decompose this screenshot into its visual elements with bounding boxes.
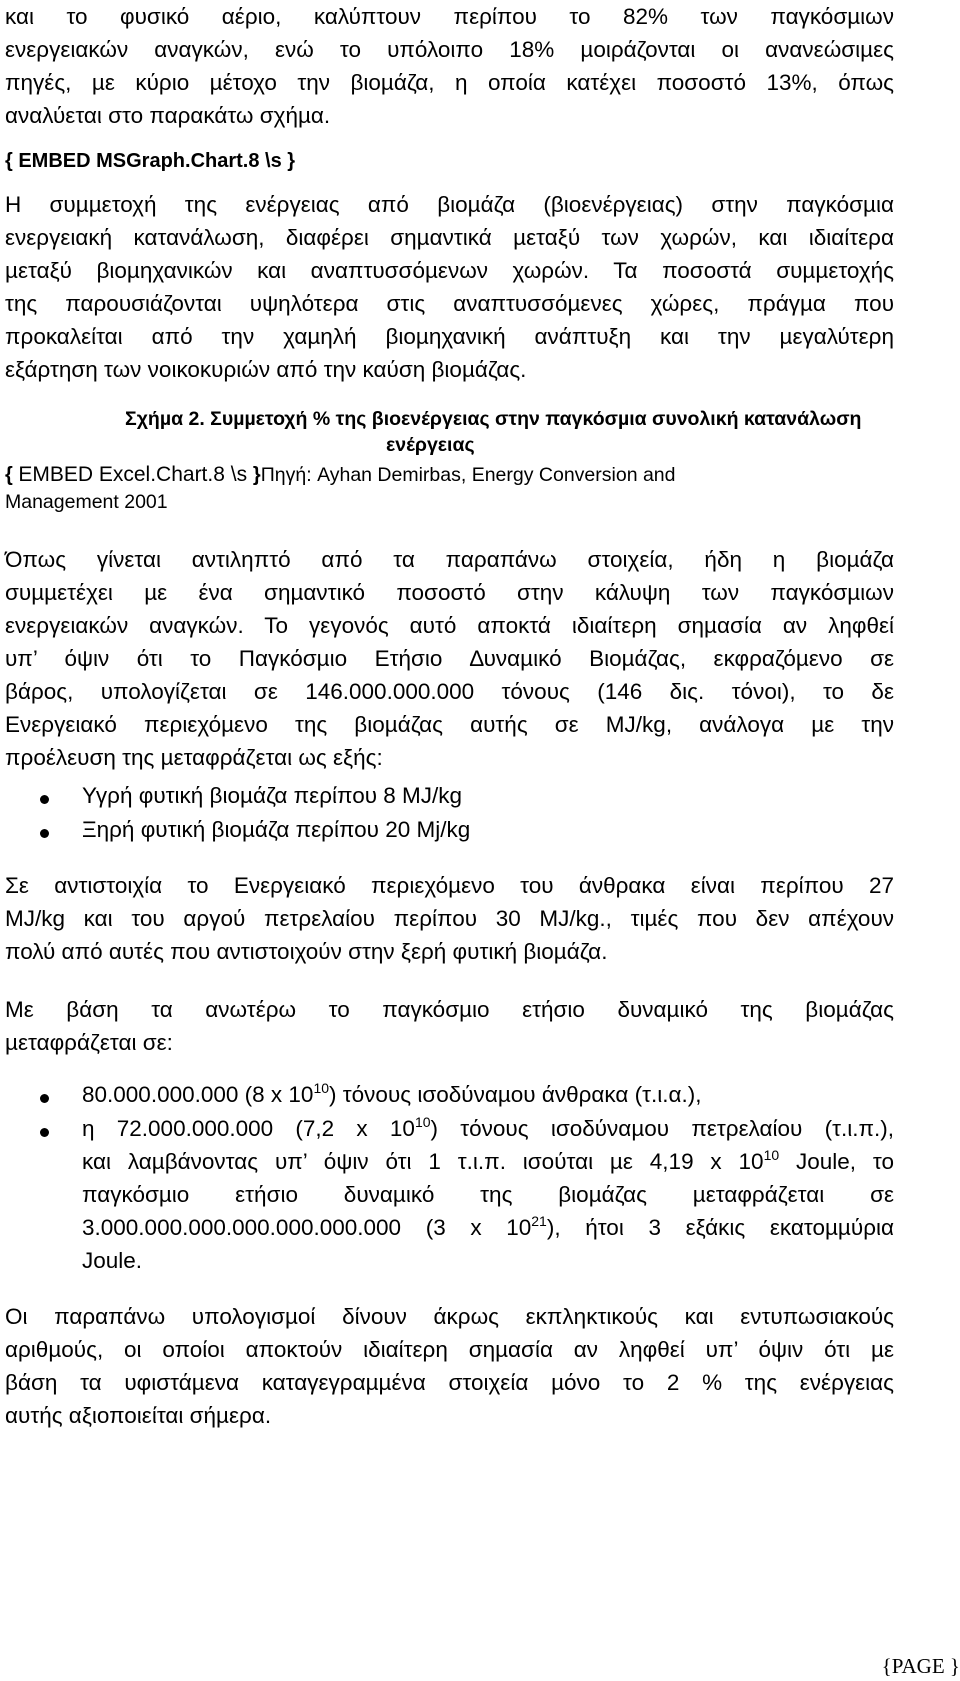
paragraph-2-line: εξάρτηση των νοικοκυριών από την καύση βιοµάζας. [5, 357, 527, 382]
paragraph-3-line: υπ’ όψιν ότι το Παγκόσµιο Ετήσιο ∆υναµικό Βιοµάζας, εκφραζόµενο σε [5, 646, 894, 671]
value-text: 3.000.000.000.000.000.000.000 (3 x 10 [82, 1215, 532, 1240]
page-number-field: {PAGE } [881, 1654, 960, 1678]
bullet-icon [40, 1128, 49, 1137]
embed-field-excel-line [5, 461, 676, 489]
paragraph-3-line: ενεργειακών αναγκών. Το γεγονός αυτό αποκτά ιδιαίτερη σηµασία αν ληφθεί [5, 613, 894, 638]
chart-source: Πηγή: Ayhan Demirbas, Energy Conversion and [260, 464, 676, 486]
list-item-cont: Joule. [82, 1248, 143, 1273]
paragraph-3-line: βάρος, υπολογίζεται σε 146.000.000.000 τόνους (146 δις. τόνοι), το δε [5, 679, 894, 704]
paragraph-intro-line: και το φυσικό αέριο, καλύπτουν περίπου το 82% των παγκόσµιων [5, 4, 894, 29]
list-item-cont: παγκόσµιο ετήσιο δυναµικό της βιοµάζας µεταφράζεται σε [82, 1182, 894, 1207]
figure-caption: Σχήµα 2. Συµµετοχή % της βιοενέργειας στην παγκόσµια συνολική κατανάλωση [125, 408, 862, 430]
bullet-icon [40, 1094, 49, 1103]
embed-field-excel-code: EMBED Excel.Chart.8 \s [18, 463, 253, 486]
list-item-cont [82, 1215, 894, 1243]
paragraph-2-line: προκαλείται από την χαµηλή βιοµηχανική ανάπτυξη και την µεγαλύτερη [5, 324, 894, 349]
value-text: Joule, το [779, 1149, 894, 1174]
paragraph-3-line: συµµετέχει µε ένα σηµαντικό ποσοστό στην κάλυψη των παγκόσµιων [5, 580, 894, 605]
embed-field-open-brace: { [5, 464, 19, 486]
list-item-coal-equivalent [82, 1082, 702, 1110]
bullet-icon [40, 829, 49, 838]
value-text: 80.000.000.000 (8 x 10 [82, 1082, 314, 1107]
value-text: και λαµβάνοντας υπ’ όψιν ότι 1 τ.ι.π. ισούται µε 4,19 x 10 [82, 1149, 764, 1174]
paragraph-5-line: µεταφράζεται σε: [5, 1030, 173, 1055]
paragraph-6-line: αριθµούς, οι οποίοι αποκτούν ιδιαίτερη σηµασία αν ληφθεί υπ’ όψιν ότι µε [5, 1337, 894, 1362]
paragraph-2-line: ενεργειακή κατανάλωση, διαφέρει σηµαντικά µεταξύ των χωρών, και ιδιαίτερα [5, 225, 894, 250]
paragraph-6-line: Οι παραπάνω υπολογισµοί δίνουν άκρως εκπληκτικούς και εντυπωσιακούς [5, 1304, 894, 1329]
list-item: Ξηρή φυτική βιοµάζα περίπου 20 Mj/kg [82, 817, 471, 842]
paragraph-3-line: Ενεργειακό περιεχόµενο της βιοµάζας αυτής σε MJ/kg, ανάλογα µε την [5, 712, 894, 737]
chart-source-cont: Management 2001 [5, 491, 168, 513]
figure-caption-cont: ενέργειας [386, 434, 475, 456]
value-text: ) τόνους ισοδύναµου άνθρακα (τ.ι.α.), [329, 1082, 702, 1107]
exponent: 10 [414, 1114, 431, 1130]
paragraph-2-line: µεταξύ βιοµηχανικών και αναπτυσσόµενων χωρών. Τα ποσοστά συµµετοχής [5, 258, 894, 283]
paragraph-intro-line: ενεργειακών αναγκών, ενώ το υπόλοιπο 18% µοιράζονται οι ανανεώσιµες [5, 37, 894, 62]
paragraph-3-line: προέλευση της µεταφράζεται ως εξής: [5, 745, 383, 770]
embed-field-close-brace: } [252, 464, 261, 486]
paragraph-4-line: MJ/kg και του αργού πετρελαίου περίπου 30 MJ/kg., τιµές που δεν απέχουν [5, 906, 894, 931]
value-text: ), ήτοι 3 εξάκις εκατοµµύρια [546, 1215, 894, 1240]
paragraph-2-line: της παρουσιάζονται υψηλότερα στις αναπτυσσόµενες χώρες, πράγµα που [5, 291, 894, 316]
exponent: 21 [531, 1213, 547, 1229]
paragraph-intro-line: αναλύεται στο παρακάτω σχήµα. [5, 103, 331, 128]
list-item-oil-equivalent [82, 1116, 894, 1144]
paragraph-intro-line: πηγές, µε κύριο µέτοχο την βιοµάζα, η οποία κατέχει ποσοστό 13%, όπως [5, 70, 894, 95]
paragraph-6-line: αυτής αξιοποιείται σήµερα. [5, 1403, 272, 1428]
paragraph-4-line: Σε αντιστοιχία το Ενεργειακό περιεχόµενο του άνθρακα είναι περίπου 27 [5, 873, 894, 898]
paragraph-2-line: Η συµµετοχή της ενέργειας από βιοµάζα (βιοενέργειας) στην παγκόσµια [5, 192, 894, 217]
bullet-icon [40, 795, 49, 804]
paragraph-4-line: πολύ από αυτές που αντιστοιχούν στην ξερή φυτική βιοµάζα. [5, 939, 608, 964]
embed-field-msgraph: { EMBED MSGraph.Chart.8 \s } [5, 150, 296, 172]
paragraph-6-line: βάση τα υφιστάµενα καταγεγραµµένα στοιχεία µόνο το 2 % της ενέργειας [5, 1370, 894, 1395]
paragraph-3-line: Όπως γίνεται αντιληπτό από τα παραπάνω στοιχεία, ήδη η βιοµάζα [5, 547, 894, 572]
exponent: 10 [313, 1080, 330, 1096]
list-item: Υγρή φυτική βιοµάζα περίπου 8 MJ/kg [82, 783, 463, 808]
paragraph-5-line: Με βάση τα ανωτέρω το παγκόσµιο ετήσιο δυναµικό της βιοµάζας [5, 997, 894, 1022]
exponent: 10 [763, 1147, 780, 1163]
list-item-cont [82, 1149, 894, 1177]
value-text: η 72.000.000.000 (7,2 x 10 [82, 1116, 415, 1141]
value-text: ) τόνους ισοδύναµου πετρελαίου (τ.ι.π.), [430, 1116, 894, 1141]
